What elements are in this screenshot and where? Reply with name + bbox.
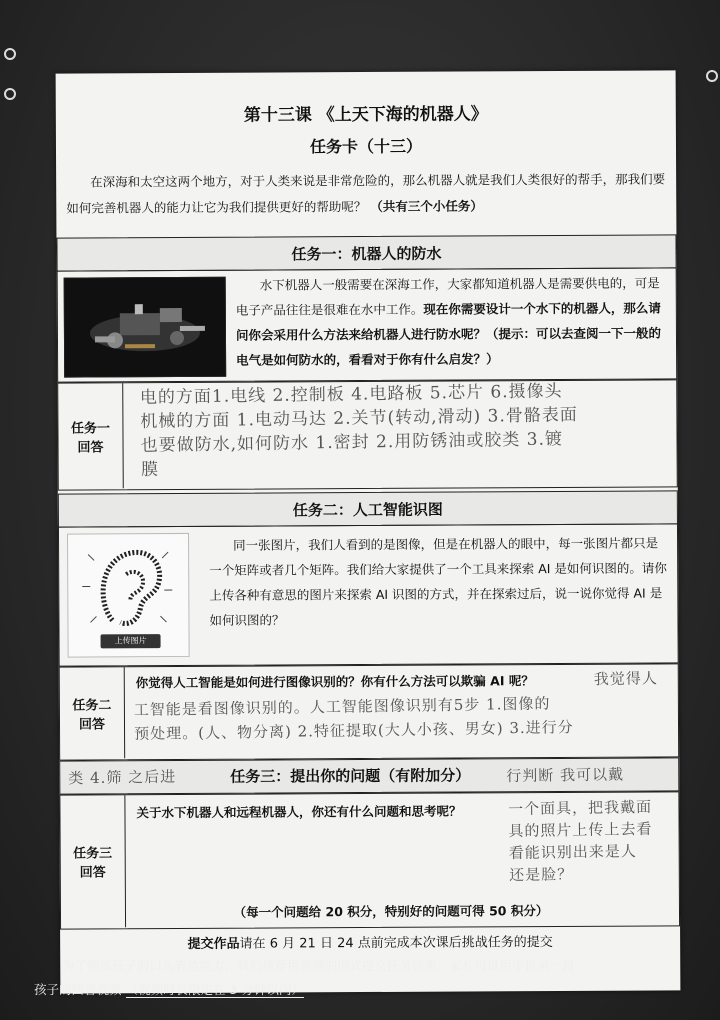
bottom-note (34, 954, 684, 978)
task1-description (236, 270, 667, 372)
task-card-subtitle: 任务卡（十三） (309, 136, 423, 157)
task3-hand-left: 类 4.筛 之后进 (68, 767, 177, 788)
bottom-line-1: 为了锻炼孩子的口头表达能力，我们推荐用视频的形式提交任务结果，家长可以用手机录一段 (62, 958, 575, 973)
task3-hand-line-4: 还是脸？ (509, 865, 574, 885)
task3-hand-line-1: 一个面具，把我戴面 (507, 797, 653, 819)
task2-hand-line-2: 工智能是看图像识别的。人工智能图像识别有5步 1.图像的 (133, 694, 551, 720)
task3-hand-right: 行判断 我可以戴 (506, 765, 625, 786)
task3-question: 关于水下机器人和远程机器人，你还有什么问题和思考呢？ (136, 803, 462, 821)
task2-answer-label (60, 667, 125, 758)
task2-answer-label-1: 任务二 (72, 697, 112, 714)
task1-text-normal: 水下机器人一般需要在深海工作，大家都知道机器人是需要供电的，可是电子产品往往是很难在水中工作。 (235, 275, 660, 318)
task1-hand-line-1: 电的方面1.电线 2.控制板 4.电路板 5.芯片 6.摄像头 (139, 381, 563, 408)
ear-matrix-image (67, 533, 190, 658)
task1-answer-box (57, 379, 678, 490)
task2-content-box (58, 523, 679, 666)
intro-bold: （共有三个小任务） (370, 198, 483, 214)
task1-answer-label-2: 回答 (77, 439, 104, 456)
task3-score-note: （每一个问题给 20 积分，特别好的问题可得 50 积分） (233, 903, 549, 920)
task3-answer-label (60, 795, 126, 927)
bottom-line-2: 孩子的回答视频 (34, 982, 122, 997)
task2-question: 你觉得人工智能是如何进行图像识别的？你有什么方法可以欺骗 AI 呢？ (135, 673, 534, 691)
task2-description: 同一张图片，我们人看到的是图像，但是在机器人的眼中，每一张图片都只是一个矩阵或者几个矩阵。我们给大家提供了一个工具来探索 AI 是如何识图的。请你上传各种有意思的图片来探索 AI 识图的方式，并在探索过后，说一说你觉得 AI 是如何识图的？ (209, 535, 667, 628)
ear-icon (68, 534, 189, 639)
robot-image-icon (65, 278, 226, 377)
upload-image-button[interactable]: 上传图片 (101, 634, 161, 648)
binder-ring-left-2 (4, 88, 16, 100)
binder-ring-right-1 (706, 70, 718, 82)
lesson-title: 第十三课 《上天下海的机器人》 (243, 104, 488, 126)
submit-bold: 提交作品 (187, 936, 240, 952)
task2-handwritten-answer (134, 690, 675, 746)
bottom-line-2-underlined: （视频时长限定在 3 分钟以内） (125, 982, 304, 997)
task1-handwritten-answer (140, 378, 671, 482)
task3-hand-line-3: 看能识别出来是人 (508, 842, 637, 863)
submit-notice (60, 930, 680, 952)
task1-content-box (57, 267, 678, 382)
intro-paragraph (66, 166, 666, 221)
task1-answer-label-1: 任务一 (70, 420, 110, 437)
bottom-note-2 (34, 978, 694, 1002)
task2-hand-line-1: 我觉得人 (593, 669, 658, 689)
task3-answer-label-2: 回答 (79, 865, 106, 881)
task3-heading: 任务三：提出你的问题（有附加分） (230, 766, 471, 786)
task2-answer-label-2: 回答 (78, 716, 106, 733)
task1-heading: 任务一：机器人的防水 (56, 234, 676, 271)
intro-text: 在深海和太空这两个地方，对于人类来说是非常危险的，那么机器人就是我们人类很好的帮手，那我们要如何完善机器人的能力让它为我们提供更好的帮助呢？ (66, 171, 666, 216)
task2-hand-line-3: 预处理。(人、物分离) 2.特征提取(大人小孩、男女) 3.进行分 (134, 718, 574, 744)
task1-hand-line-4: 膜 (140, 459, 160, 480)
task-card-sheet (56, 70, 681, 993)
task3-handwritten-answer (508, 795, 679, 886)
task1-answer-label (58, 383, 124, 488)
task2-answer-box (59, 663, 679, 760)
task3-answer-box (59, 791, 680, 929)
task1-hand-line-2: 机械的方面 1.电动马达 2.关节(转动,滑动) 3.骨骼表面 (140, 405, 578, 432)
underwater-robot-photo (64, 277, 227, 378)
task2-heading: 任务二：人工智能识图 (58, 490, 678, 527)
task1-text-bold: 现在你需要设计一个水下的机器人，那么请问你会采用什么方法来给机器人进行防水呢？（提示：可以去查阅一下一般的电气是如何防水的，看看对于你有什么启发？） (235, 300, 662, 368)
task3-answer-label-1: 任务三 (73, 846, 113, 862)
task1-hand-line-3: 也要做防水,如何防水 1.密封 2.用防锈油或胶类 3.镀 (140, 429, 564, 456)
submit-text: 请在 6 月 21 日 24 点前完成本次课后挑战任务的提交 (239, 935, 553, 952)
task3-hand-line-2: 具的照片上传上去看 (508, 819, 653, 841)
binder-ring-left-1 (4, 48, 16, 60)
task3-heading-row (59, 757, 679, 794)
